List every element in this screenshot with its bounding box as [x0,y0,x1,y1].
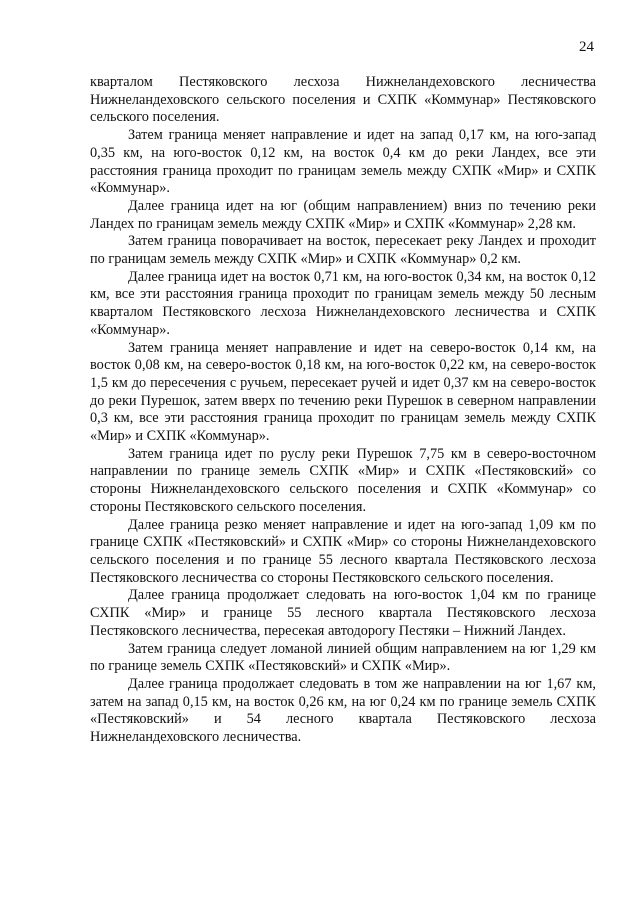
paragraph: Затем граница идет по руслу реки Пурешок 7,75 км в северо-восточном направлении по границе земель СХПК «Мир» и СХПК «Пестяковский» со стороны Нижнеландеховского сельского поселения и СХПК «Коммунар» со стороны Пестяковского сельского поселения. [90,445,596,515]
page-number: 24 [579,39,594,55]
document-body [90,74,596,747]
paragraph: Далее граница идет на юг (общим направлением) вниз по течению реки Ландех по границам земель между СХПК «Мир» и СХПК «Коммунар» 2,28 км. [90,197,596,232]
paragraph: Затем граница поворачивает на восток, пересекает реку Ландех и проходит по границам земель между СХПК «Мир» и СХПК «Коммунар» 0,2 км. [90,233,596,268]
paragraph: Затем граница меняет направление и идет на запад 0,17 км, на юго-запад 0,35 км, на юго-восток 0,12 км, на восток 0,4 км до реки Ландех, все эти расстояния граница проходит по границам земель между СХПК «Мир» и СХПК «Коммунар». [90,127,596,197]
paragraph-continuation: кварталом Пестяковского лесхоза Нижнеландеховского лесничества Нижнеландеховского сельского поселения и СХПК «Коммунар» Пестяковского сельского поселения. [90,74,596,126]
paragraph: Затем граница следует ломаной линией общим направлением на юг 1,29 км по границе земель СХПК «Пестяковский» и СХПК «Мир». [90,640,596,675]
paragraph: Далее граница идет на восток 0,71 км, на юго-восток 0,34 км, на восток 0,12 км, все эти расстояния граница проходит по границам земель между 50 лесным кварталом Пестяковского лесхоза Нижнеландеховского лесничества и СХПК «Коммунар». [90,268,596,338]
paragraph: Далее граница продолжает следовать на юго-восток 1,04 км по границе СХПК «Мир» и границе 55 лесного квартала Пестяковского лесхоза Пестяковского лесничества, пересекая автодорогу Пестяки – Нижний Ландех. [90,587,596,639]
paragraph: Далее граница продолжает следовать в том же направлении на юг 1,67 км, затем на запад 0,15 км, на восток 0,26 км, на юг 0,24 км по границе земель СХПК «Пестяковский» и 54 лесного квартала Пестяковского лесхоза Нижнеландеховского лесничества. [90,675,596,746]
paragraph: Далее граница резко меняет направление и идет на юго-запад 1,09 км по границе СХПК «Пестяковский» и СХПК «Мир» со стороны Нижнеландеховского сельского поселения и по границе 55 лесного квартала Пестяковского лесхоза Пестяковского лесничества со стороны Пестяковского сельского поселения. [90,516,596,586]
paragraph: Затем граница меняет направление и идет на северо-восток 0,14 км, на восток 0,08 км, на северо-восток 0,18 км, на юго-восток 0,22 км, на северо-восток 1,5 км до пересечения с ручьем, пересекает ручей и идет 0,37 км на северо-восток до реки Пурешок, затем вверх по течению реки Пурешок в северном направлении 0,3 км, все эти расстояния граница проходит по границам земель между СХПК «Мир» и СХПК «Коммунар». [90,339,596,445]
